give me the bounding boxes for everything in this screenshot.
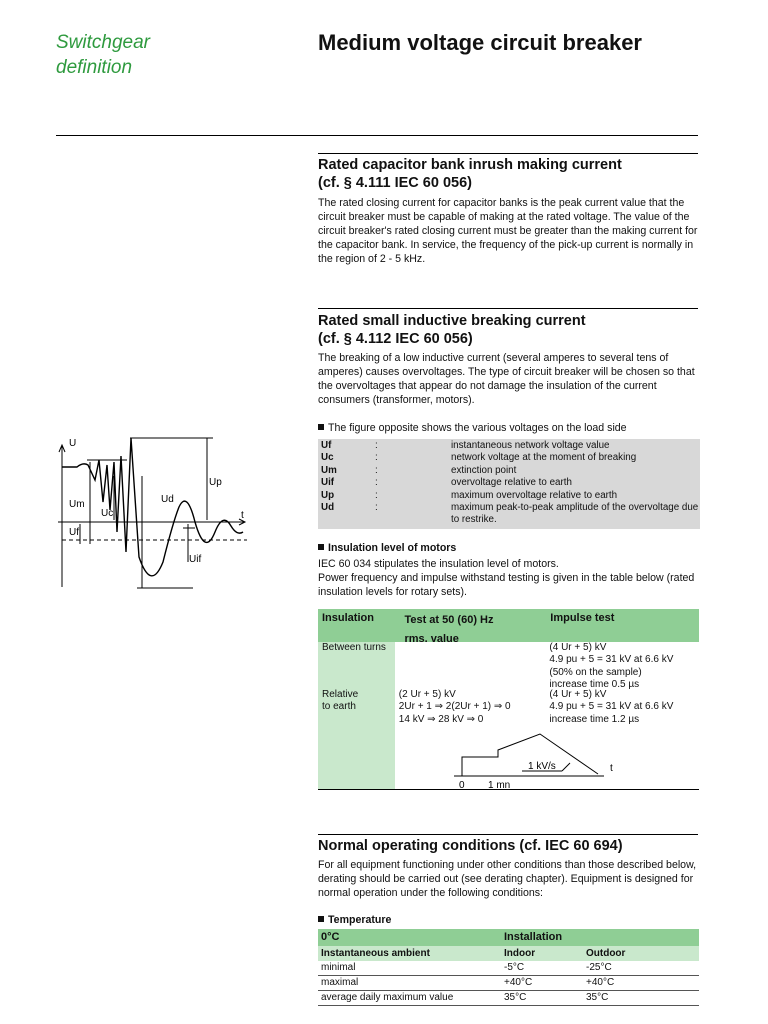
label-up: Up <box>209 477 222 488</box>
bullet-square-icon <box>318 544 324 550</box>
ramp-zero-label: 0 <box>459 780 465 791</box>
legend-sep: : <box>375 477 378 489</box>
row-cell-impulse <box>545 642 699 689</box>
insulation-table-header <box>318 609 699 645</box>
ramp-one-mn-label: 1 mn <box>488 780 511 791</box>
legend-desc: network voltage at the moment of breaking <box>451 452 637 464</box>
cell-line: increase time 0.5 µs <box>549 679 640 691</box>
row-label-line1: Relative <box>322 689 359 700</box>
temperature-subhead <box>318 913 391 927</box>
section1-title-line2: (cf. § 4.111 IEC 60 056) <box>318 175 472 191</box>
label-ud: Ud <box>161 494 174 505</box>
cell-line: 14 kV ⇒ 28 kV ⇒ 0 <box>398 713 484 725</box>
temperature-table-subheader <box>318 946 699 961</box>
header-installation: Installation <box>504 931 563 943</box>
header-zero-c: 0°C <box>321 931 340 943</box>
section1-title <box>318 156 698 192</box>
bullet-square-icon <box>318 424 324 430</box>
legend-desc: maximum overvoltage relative to earth <box>451 489 618 501</box>
section2-body: The breaking of a low inductive current (several amperes to several tens of amperes) causes overvoltages. The type of circuit breaker will be chosen so that the overvoltages that appear do not damage the insulation of the current consumers (transformer, motors). <box>318 352 695 406</box>
header-divider <box>56 135 698 136</box>
figure-note-text: The figure opposite shows the various voltages on the load side <box>328 422 627 434</box>
legend-desc: extinction point <box>451 464 517 476</box>
bullet-square-icon <box>318 916 324 922</box>
motors-subhead-text: Insulation level of motors <box>328 542 457 554</box>
row-label: Between turns <box>318 642 395 689</box>
label-u: U <box>69 438 77 449</box>
temperature-subhead-text: Temperature <box>328 914 392 926</box>
legend-key: Uf <box>321 440 332 451</box>
legend-sep: : <box>375 440 378 451</box>
header-blank <box>586 929 699 946</box>
row-outdoor: -25°C <box>586 962 612 973</box>
section2-divider <box>318 308 698 309</box>
table-row-between-turns <box>318 642 699 689</box>
label-um: Um <box>69 499 85 510</box>
legend-desc: instantaneous network voltage value <box>451 440 610 451</box>
section-category-line2: definition <box>56 57 133 78</box>
header-insulation: Insulation <box>322 612 374 624</box>
section1-body: The rated closing current for capacitor banks is the peak current value that the circuit breaker must be capable of making at the rated voltage. The value of the circuit breaker's rated closing current must be greater than the making current for the capacitor bank. In service, the frequency of the pick-up current is normally in the region of 2 - 5 kHz. <box>318 197 698 265</box>
section2-title-line2: (cf. § 4.112 IEC 60 056) <box>318 331 473 347</box>
ramp-rate-label: 1 kV/s <box>528 761 556 772</box>
row-label: maximal <box>321 977 359 988</box>
voltage-trace <box>62 438 243 576</box>
subheader-indoor: Indoor <box>504 948 536 959</box>
legend-row <box>318 477 700 489</box>
row-outdoor: +40°C <box>586 977 615 988</box>
section2-title <box>318 312 698 348</box>
legend-key: Uif <box>321 477 335 489</box>
legend-key: Up <box>321 489 335 501</box>
label-t: t <box>241 510 244 521</box>
table-row <box>318 976 699 990</box>
test-ramp-diagram <box>450 728 620 792</box>
cell-line: (2 Ur + 5) kV <box>398 689 456 700</box>
section3-title: Normal operating conditions (cf. IEC 60 694) <box>318 838 623 854</box>
ramp-rate-pointer-icon <box>562 763 570 771</box>
legend-row <box>318 452 700 464</box>
legend-row <box>318 465 700 477</box>
ramp-t-label: t <box>610 763 613 774</box>
row-indoor: 35°C <box>504 992 527 1003</box>
table-row <box>318 961 699 975</box>
legend-key: Uc <box>321 452 334 464</box>
header-impulse-test: Impulse test <box>550 612 615 624</box>
motors-body-line1: IEC 60 034 stipulates the insulation level of motors. <box>318 558 559 570</box>
row-label: average daily maximum value <box>321 992 454 1003</box>
legend-row <box>318 440 700 452</box>
row-cell-empty <box>395 642 546 689</box>
header-test-50hz-line1: Test at 50 (60) Hz <box>404 614 494 626</box>
section3-body: For all equipment functioning under other conditions than those described below, derating should be carried out (see derating chapter). Equipment is designed for normal operation under the following conditions: <box>318 859 697 899</box>
subheader-ambient: Instantaneous ambient <box>321 948 430 959</box>
header-test-50hz <box>396 609 546 645</box>
row-indoor: -5°C <box>504 962 525 973</box>
legend-desc: maximum peak-to-peak amplitude of the overvoltage due to restrike. <box>451 502 699 526</box>
section1-title-line1: Rated capacitor bank inrush making current <box>318 157 622 173</box>
row-label-line2: to earth <box>322 701 356 713</box>
cell-line: 4.9 pu + 5 = 31 kV at 6.6 kV <box>549 654 674 666</box>
cell-line: 2Ur + 1 ⇒ 2(2Ur + 1) ⇒ 0 <box>398 701 511 713</box>
label-uf: Uf <box>69 527 79 538</box>
section-category-line1: Switchgear <box>56 32 150 53</box>
table-row <box>318 991 699 1005</box>
motors-subhead <box>318 541 456 555</box>
row-indoor: +40°C <box>504 977 533 988</box>
overvoltage-waveform-figure <box>55 432 255 592</box>
figure-note <box>318 421 700 435</box>
cell-line: increase time 1.2 µs <box>549 713 640 725</box>
row-outdoor: 35°C <box>586 992 609 1003</box>
legend-sep: : <box>375 489 378 501</box>
legend-sep: : <box>375 502 378 514</box>
section3-divider <box>318 834 698 835</box>
legend-key: Um <box>321 464 337 476</box>
section2-title-line1: Rated small inductive breaking current <box>318 313 586 329</box>
legend-desc: overvoltage relative to earth <box>451 477 572 489</box>
row-divider <box>318 1005 699 1006</box>
label-uc: Uc <box>101 508 114 519</box>
legend-sep: : <box>375 452 378 464</box>
cell-line: (4 Ur + 5) kV <box>549 642 607 653</box>
motors-body-line2: Power frequency and impulse withstand testing is given in the table below (rated insulation levels for rotary sets). <box>318 572 695 598</box>
section-category <box>56 30 236 80</box>
motors-body <box>318 557 700 599</box>
subheader-outdoor: Outdoor <box>586 948 626 959</box>
section1-divider <box>318 153 698 154</box>
legend-key: Ud <box>321 502 335 514</box>
row-label <box>318 689 395 789</box>
page-title: Medium voltage circuit breaker <box>318 30 642 55</box>
header-test-50hz-line2: rms. value <box>404 633 459 645</box>
voltage-legend <box>318 439 700 529</box>
legend-sep: : <box>375 464 378 476</box>
label-uif: Uif <box>189 554 202 565</box>
cell-line: (50% on the sample) <box>549 666 642 678</box>
cell-line: (4 Ur + 5) kV <box>549 689 607 700</box>
legend-row <box>318 502 700 527</box>
temperature-table-header <box>318 929 699 946</box>
temperature-table <box>318 929 699 1006</box>
row-label: minimal <box>321 962 356 973</box>
cell-line: 4.9 pu + 5 = 31 kV at 6.6 kV <box>549 701 674 713</box>
legend-row <box>318 490 700 502</box>
